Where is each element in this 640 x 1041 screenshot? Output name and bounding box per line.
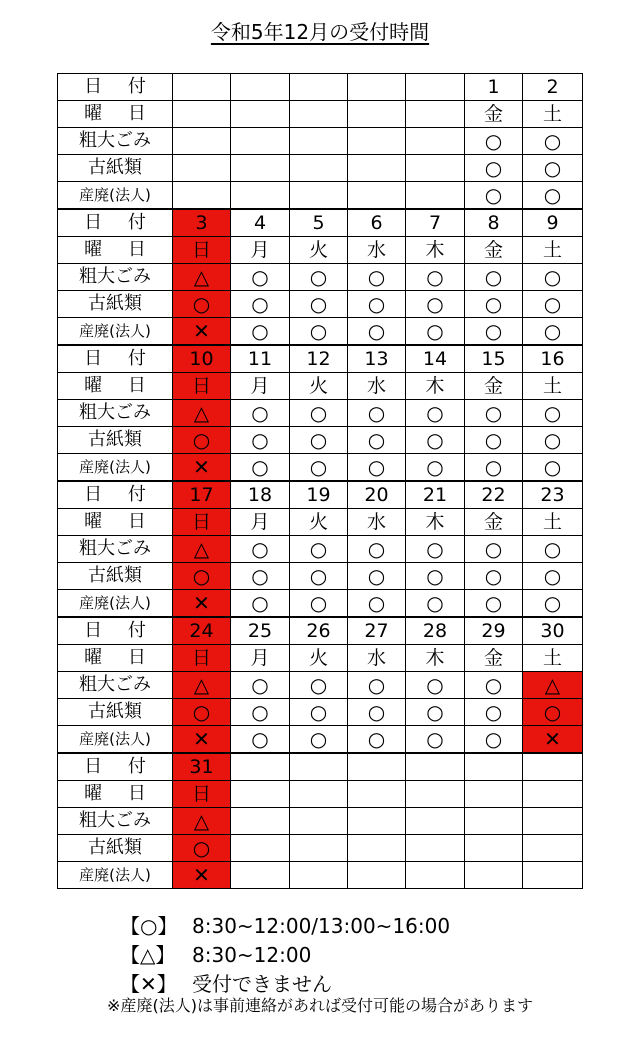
status-cell [173, 155, 231, 182]
weekday-cell: 日 [173, 645, 231, 672]
weekday-cell [348, 781, 406, 808]
date-cell [290, 753, 348, 781]
status-cell [465, 835, 523, 862]
weekday-cell [348, 101, 406, 128]
footnote: ※産廃(法人)は事前連絡があれば受付可能の場合があります [107, 996, 533, 1015]
status-cell: ○ [348, 264, 406, 291]
status-cell: ○ [523, 318, 583, 346]
status-cell: △ [173, 808, 231, 835]
status-cell: ○ [231, 400, 290, 427]
date-cell: 26 [290, 617, 348, 645]
weekday-cell: 水 [348, 509, 406, 536]
date-cell [231, 74, 290, 101]
industrial-row [58, 862, 583, 889]
status-cell: ○ [348, 699, 406, 726]
status-cell [406, 835, 465, 862]
status-cell: ○ [523, 400, 583, 427]
date-cell: 31 [173, 753, 231, 781]
industrial-row [58, 318, 583, 346]
weekday-cell: 土 [523, 101, 583, 128]
status-cell: ○ [348, 427, 406, 454]
paper-row [58, 291, 583, 318]
status-cell: ○ [231, 672, 290, 699]
status-cell [173, 128, 231, 155]
status-cell: ○ [406, 264, 465, 291]
weekday-cell: 日 [173, 781, 231, 808]
status-cell: ○ [465, 563, 523, 590]
status-cell [231, 182, 290, 210]
status-cell: ○ [465, 726, 523, 754]
weekday-cell: 水 [348, 645, 406, 672]
weekday-cell: 日 [173, 509, 231, 536]
status-cell: ○ [406, 400, 465, 427]
date-cell: 29 [465, 617, 523, 645]
row-label-industrial: 産廃(法人) [58, 318, 173, 346]
weekday-cell: 木 [406, 509, 465, 536]
status-cell: ○ [290, 291, 348, 318]
weekday-cell [523, 781, 583, 808]
weekday-cell: 金 [465, 101, 523, 128]
date-cell: 23 [523, 481, 583, 509]
date-cell: 8 [465, 209, 523, 237]
status-cell [406, 128, 465, 155]
row-label-date: 日 付 [58, 345, 173, 373]
status-cell: ○ [290, 590, 348, 618]
status-cell: ○ [348, 563, 406, 590]
industrial-row [58, 182, 583, 210]
industrial-row [58, 590, 583, 618]
row-label-industrial: 産廃(法人) [58, 454, 173, 482]
weekday-row [58, 645, 583, 672]
status-cell [406, 182, 465, 210]
bulky-row [58, 808, 583, 835]
status-cell: ○ [231, 699, 290, 726]
weekday-cell: 火 [290, 237, 348, 264]
date-cell: 12 [290, 345, 348, 373]
bulky-row [58, 400, 583, 427]
weekday-row [58, 781, 583, 808]
row-label-bulky: 粗大ごみ [58, 128, 173, 155]
status-cell: ○ [290, 563, 348, 590]
status-cell: ○ [406, 563, 465, 590]
weekday-cell [290, 101, 348, 128]
legend-item-closed: 【✕】 受付できません [120, 972, 332, 996]
row-label-bulky: 粗大ごみ [58, 264, 173, 291]
status-cell: ○ [348, 291, 406, 318]
date-cell [173, 74, 231, 101]
status-cell [465, 808, 523, 835]
weekday-cell [173, 101, 231, 128]
row-label-date: 日 付 [58, 617, 173, 645]
status-cell: ○ [523, 536, 583, 563]
date-row [58, 209, 583, 237]
status-cell: ○ [231, 318, 290, 346]
status-cell: ○ [231, 536, 290, 563]
row-label-paper: 古紙類 [58, 291, 173, 318]
status-cell: ○ [173, 835, 231, 862]
status-cell [523, 835, 583, 862]
weekday-cell: 火 [290, 509, 348, 536]
status-cell: ○ [523, 699, 583, 726]
status-cell: ○ [231, 264, 290, 291]
weekday-cell: 日 [173, 237, 231, 264]
status-cell: ○ [523, 155, 583, 182]
date-cell: 7 [406, 209, 465, 237]
status-cell: ○ [290, 400, 348, 427]
status-cell [290, 128, 348, 155]
weekday-cell: 金 [465, 237, 523, 264]
date-cell [406, 74, 465, 101]
row-label-weekday: 曜 日 [58, 373, 173, 400]
status-cell: ○ [406, 454, 465, 482]
paper-row [58, 699, 583, 726]
status-cell: ✕ [173, 318, 231, 346]
status-cell: ○ [406, 291, 465, 318]
row-label-bulky: 粗大ごみ [58, 536, 173, 563]
status-cell: ○ [406, 590, 465, 618]
date-row [58, 74, 583, 101]
date-cell: 15 [465, 345, 523, 373]
legend [120, 912, 450, 999]
date-cell: 10 [173, 345, 231, 373]
status-cell: ○ [465, 155, 523, 182]
date-cell: 5 [290, 209, 348, 237]
weekday-cell: 木 [406, 373, 465, 400]
status-cell: ○ [465, 318, 523, 346]
industrial-row [58, 454, 583, 482]
status-cell: ○ [348, 672, 406, 699]
date-cell [406, 753, 465, 781]
date-cell [523, 753, 583, 781]
status-cell: ○ [290, 726, 348, 754]
status-cell [173, 182, 231, 210]
date-cell: 19 [290, 481, 348, 509]
weekday-cell: 金 [465, 645, 523, 672]
status-cell: ○ [523, 590, 583, 618]
status-cell: ○ [348, 400, 406, 427]
status-cell: △ [173, 672, 231, 699]
row-label-bulky: 粗大ごみ [58, 400, 173, 427]
status-cell [406, 862, 465, 889]
status-cell [523, 862, 583, 889]
status-cell: ○ [523, 291, 583, 318]
status-cell: ○ [290, 264, 348, 291]
bulky-row [58, 264, 583, 291]
status-cell [231, 835, 290, 862]
weekday-row [58, 373, 583, 400]
status-cell: ✕ [523, 726, 583, 754]
status-cell: ○ [465, 291, 523, 318]
status-cell: ✕ [173, 862, 231, 889]
row-label-date: 日 付 [58, 753, 173, 781]
row-label-paper: 古紙類 [58, 835, 173, 862]
status-cell: ○ [406, 726, 465, 754]
row-label-industrial: 産廃(法人) [58, 862, 173, 889]
status-cell [465, 862, 523, 889]
date-row [58, 753, 583, 781]
status-cell [348, 835, 406, 862]
date-cell: 2 [523, 74, 583, 101]
paper-row [58, 835, 583, 862]
status-cell [231, 808, 290, 835]
paper-row [58, 155, 583, 182]
status-cell: ○ [173, 291, 231, 318]
date-cell: 22 [465, 481, 523, 509]
weekday-cell: 日 [173, 373, 231, 400]
row-label-date: 日 付 [58, 481, 173, 509]
status-cell: ○ [231, 427, 290, 454]
status-cell: ○ [231, 563, 290, 590]
date-cell: 13 [348, 345, 406, 373]
status-cell: ○ [406, 672, 465, 699]
status-cell: ○ [465, 536, 523, 563]
status-cell: ○ [523, 427, 583, 454]
status-cell: ○ [290, 536, 348, 563]
weekday-row [58, 101, 583, 128]
status-cell [406, 155, 465, 182]
status-cell: △ [173, 400, 231, 427]
status-cell: ○ [173, 427, 231, 454]
legend-item-morning: 【△】 8:30~12:00 [120, 943, 312, 967]
date-cell: 17 [173, 481, 231, 509]
status-cell [290, 835, 348, 862]
date-cell [290, 74, 348, 101]
status-cell: ○ [465, 182, 523, 210]
weekday-cell: 火 [290, 645, 348, 672]
status-cell: ○ [348, 726, 406, 754]
weekday-cell: 月 [231, 645, 290, 672]
row-label-paper: 古紙類 [58, 427, 173, 454]
weekday-cell: 土 [523, 373, 583, 400]
date-cell [348, 74, 406, 101]
row-label-industrial: 産廃(法人) [58, 182, 173, 210]
status-cell: ○ [290, 318, 348, 346]
date-cell: 14 [406, 345, 465, 373]
status-cell: ○ [290, 699, 348, 726]
status-cell: ○ [290, 672, 348, 699]
date-cell: 16 [523, 345, 583, 373]
row-label-weekday: 曜 日 [58, 237, 173, 264]
row-label-weekday: 曜 日 [58, 645, 173, 672]
weekday-cell: 土 [523, 645, 583, 672]
status-cell: ○ [290, 427, 348, 454]
row-label-weekday: 曜 日 [58, 101, 173, 128]
status-cell: ○ [465, 427, 523, 454]
weekday-cell [406, 781, 465, 808]
date-cell: 11 [231, 345, 290, 373]
date-cell [231, 753, 290, 781]
status-cell: ○ [406, 699, 465, 726]
status-cell: ✕ [173, 726, 231, 754]
weekday-row [58, 509, 583, 536]
date-cell: 20 [348, 481, 406, 509]
row-label-date: 日 付 [58, 209, 173, 237]
status-cell [231, 155, 290, 182]
paper-row [58, 563, 583, 590]
schedule-table [57, 73, 583, 889]
industrial-row [58, 726, 583, 754]
date-row [58, 481, 583, 509]
weekday-cell: 月 [231, 509, 290, 536]
legend-item-open: 【○】 8:30~12:00/13:00~16:00 [120, 914, 451, 938]
date-cell: 25 [231, 617, 290, 645]
status-cell: ○ [465, 128, 523, 155]
status-cell [231, 862, 290, 889]
date-cell: 21 [406, 481, 465, 509]
status-cell [348, 128, 406, 155]
date-cell: 9 [523, 209, 583, 237]
status-cell: ○ [173, 563, 231, 590]
date-row [58, 345, 583, 373]
weekday-cell: 木 [406, 645, 465, 672]
weekday-cell: 土 [523, 509, 583, 536]
row-label-industrial: 産廃(法人) [58, 590, 173, 618]
status-cell: ○ [348, 536, 406, 563]
status-cell: △ [173, 536, 231, 563]
date-cell: 4 [231, 209, 290, 237]
row-label-paper: 古紙類 [58, 563, 173, 590]
paper-row [58, 427, 583, 454]
date-cell [465, 753, 523, 781]
weekday-cell: 水 [348, 373, 406, 400]
status-cell [290, 808, 348, 835]
date-cell: 3 [173, 209, 231, 237]
status-cell: ○ [465, 400, 523, 427]
date-cell: 18 [231, 481, 290, 509]
status-cell: ○ [406, 318, 465, 346]
bulky-row [58, 128, 583, 155]
row-label-paper: 古紙類 [58, 699, 173, 726]
weekday-cell: 金 [465, 373, 523, 400]
status-cell: ✕ [173, 454, 231, 482]
status-cell [348, 862, 406, 889]
date-cell: 27 [348, 617, 406, 645]
weekday-cell [465, 781, 523, 808]
status-cell: ○ [290, 454, 348, 482]
status-cell: ○ [406, 536, 465, 563]
status-cell [290, 182, 348, 210]
status-cell: ○ [465, 454, 523, 482]
weekday-cell [231, 781, 290, 808]
status-cell: ○ [348, 318, 406, 346]
weekday-cell [290, 781, 348, 808]
date-cell: 1 [465, 74, 523, 101]
row-label-bulky: 粗大ごみ [58, 808, 173, 835]
status-cell: ○ [465, 672, 523, 699]
status-cell [523, 808, 583, 835]
status-cell [406, 808, 465, 835]
status-cell: ○ [523, 264, 583, 291]
status-cell: ○ [465, 699, 523, 726]
status-cell [348, 808, 406, 835]
status-cell: ○ [523, 128, 583, 155]
weekday-cell: 月 [231, 373, 290, 400]
row-label-date: 日 付 [58, 74, 173, 101]
bulky-row [58, 536, 583, 563]
status-cell: ○ [523, 563, 583, 590]
status-cell: ○ [465, 590, 523, 618]
weekday-cell: 土 [523, 237, 583, 264]
status-cell [290, 862, 348, 889]
date-cell: 28 [406, 617, 465, 645]
weekday-cell: 水 [348, 237, 406, 264]
weekday-cell [406, 101, 465, 128]
status-cell: ○ [523, 454, 583, 482]
status-cell: ○ [348, 590, 406, 618]
date-cell: 6 [348, 209, 406, 237]
weekday-cell: 木 [406, 237, 465, 264]
status-cell: △ [523, 672, 583, 699]
page-title: 令和5年12月の受付時間 [210, 20, 430, 44]
row-label-industrial: 産廃(法人) [58, 726, 173, 754]
weekday-cell: 火 [290, 373, 348, 400]
status-cell [290, 155, 348, 182]
date-cell: 24 [173, 617, 231, 645]
bulky-row [58, 672, 583, 699]
status-cell: ✕ [173, 590, 231, 618]
status-cell: ○ [465, 264, 523, 291]
date-row [58, 617, 583, 645]
status-cell: ○ [231, 454, 290, 482]
status-cell: ○ [523, 182, 583, 210]
status-cell: ○ [173, 699, 231, 726]
status-cell [231, 128, 290, 155]
row-label-paper: 古紙類 [58, 155, 173, 182]
status-cell: ○ [231, 590, 290, 618]
status-cell [348, 155, 406, 182]
status-cell: △ [173, 264, 231, 291]
status-cell [348, 182, 406, 210]
row-label-weekday: 曜 日 [58, 781, 173, 808]
date-cell: 30 [523, 617, 583, 645]
row-label-bulky: 粗大ごみ [58, 672, 173, 699]
row-label-weekday: 曜 日 [58, 509, 173, 536]
status-cell: ○ [348, 454, 406, 482]
status-cell: ○ [406, 427, 465, 454]
weekday-cell: 金 [465, 509, 523, 536]
weekday-cell [231, 101, 290, 128]
status-cell: ○ [231, 291, 290, 318]
date-cell [348, 753, 406, 781]
status-cell: ○ [231, 726, 290, 754]
weekday-cell: 月 [231, 237, 290, 264]
weekday-row [58, 237, 583, 264]
